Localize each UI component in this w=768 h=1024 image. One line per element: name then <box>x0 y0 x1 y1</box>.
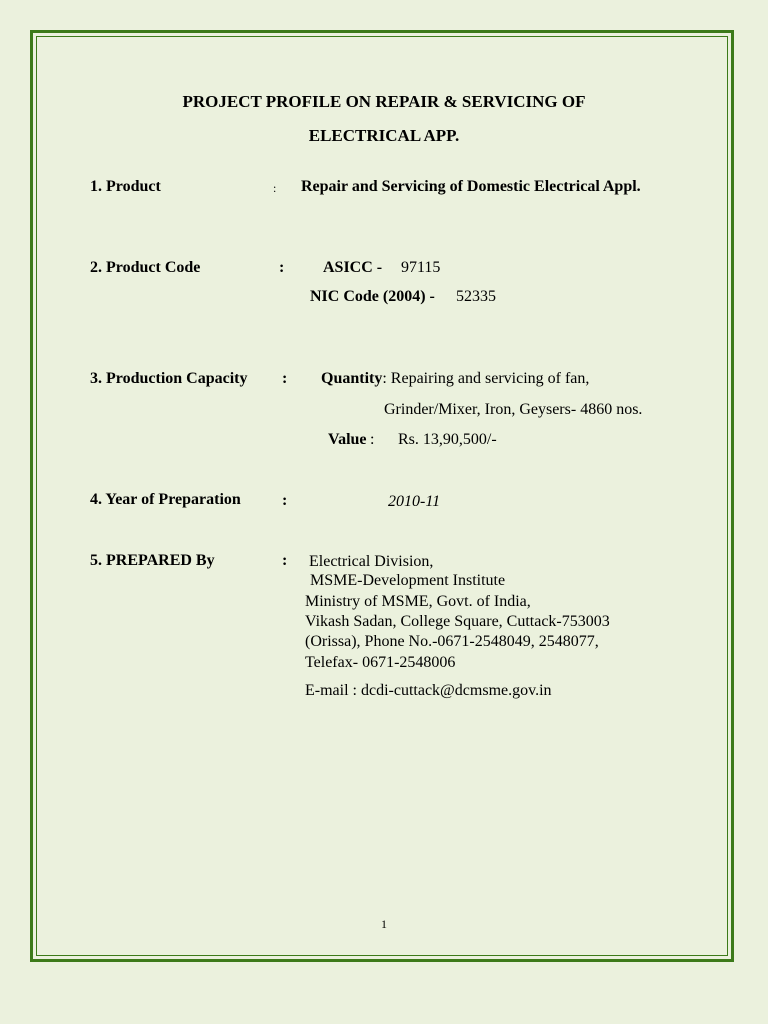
prepared-by-colon: : <box>282 552 288 569</box>
nic-code-value: 52335 <box>456 288 496 305</box>
quantity-text-line-1: : Repairing and servicing of fan, <box>382 370 590 387</box>
production-capacity-label: 3. Production Capacity <box>90 370 248 387</box>
page-number: 1 <box>381 917 387 931</box>
product-colon: : <box>273 181 277 195</box>
prepared-by-line-1: Electrical Division, <box>309 553 434 570</box>
value-text: Rs. 13,90,500/- <box>398 431 497 448</box>
prepared-by-line-3: Ministry of MSME, Govt. of India, <box>305 593 531 610</box>
quantity-label: Quantity <box>321 370 383 387</box>
document-title-line-2: ELECTRICAL APP. <box>308 126 460 145</box>
value-label: Value <box>328 431 367 448</box>
quantity-text-line-2: Grinder/Mixer, Iron, Geysers- 4860 nos. <box>384 401 643 418</box>
year-of-preparation-colon: : <box>282 492 288 509</box>
asicc-label: ASICC - <box>323 259 383 276</box>
product-label: 1. Product <box>90 178 161 195</box>
product-code-colon: : <box>279 259 285 276</box>
year-of-preparation-value: 2010-11 <box>388 493 441 510</box>
prepared-by-email: E-mail : dcdi-cuttack@dcmsme.gov.in <box>305 682 552 699</box>
value-colon: : <box>370 431 375 448</box>
production-capacity-colon: : <box>282 370 288 387</box>
year-of-preparation-label: 4. Year of Preparation <box>90 491 241 508</box>
prepared-by-line-2: MSME-Development Institute <box>310 572 506 589</box>
product-value: Repair and Servicing of Domestic Electrical Appl. <box>301 178 641 195</box>
quantity-line-1 <box>321 369 589 389</box>
prepared-by-label: 5. PREPARED By <box>90 552 215 569</box>
prepared-by-line-4: Vikash Sadan, College Square, Cuttack-753003 <box>305 613 610 630</box>
product-code-label: 2. Product Code <box>90 259 201 276</box>
prepared-by-line-5: (Orissa), Phone No.-0671-2548049, 2548077, <box>305 633 599 650</box>
nic-code-label: NIC Code (2004) - <box>310 288 435 305</box>
asicc-value: 97115 <box>401 259 441 276</box>
prepared-by-line-6: Telefax- 0671-2548006 <box>305 654 456 671</box>
document-title-line-1: PROJECT PROFILE ON REPAIR & SERVICING OF <box>182 92 586 111</box>
